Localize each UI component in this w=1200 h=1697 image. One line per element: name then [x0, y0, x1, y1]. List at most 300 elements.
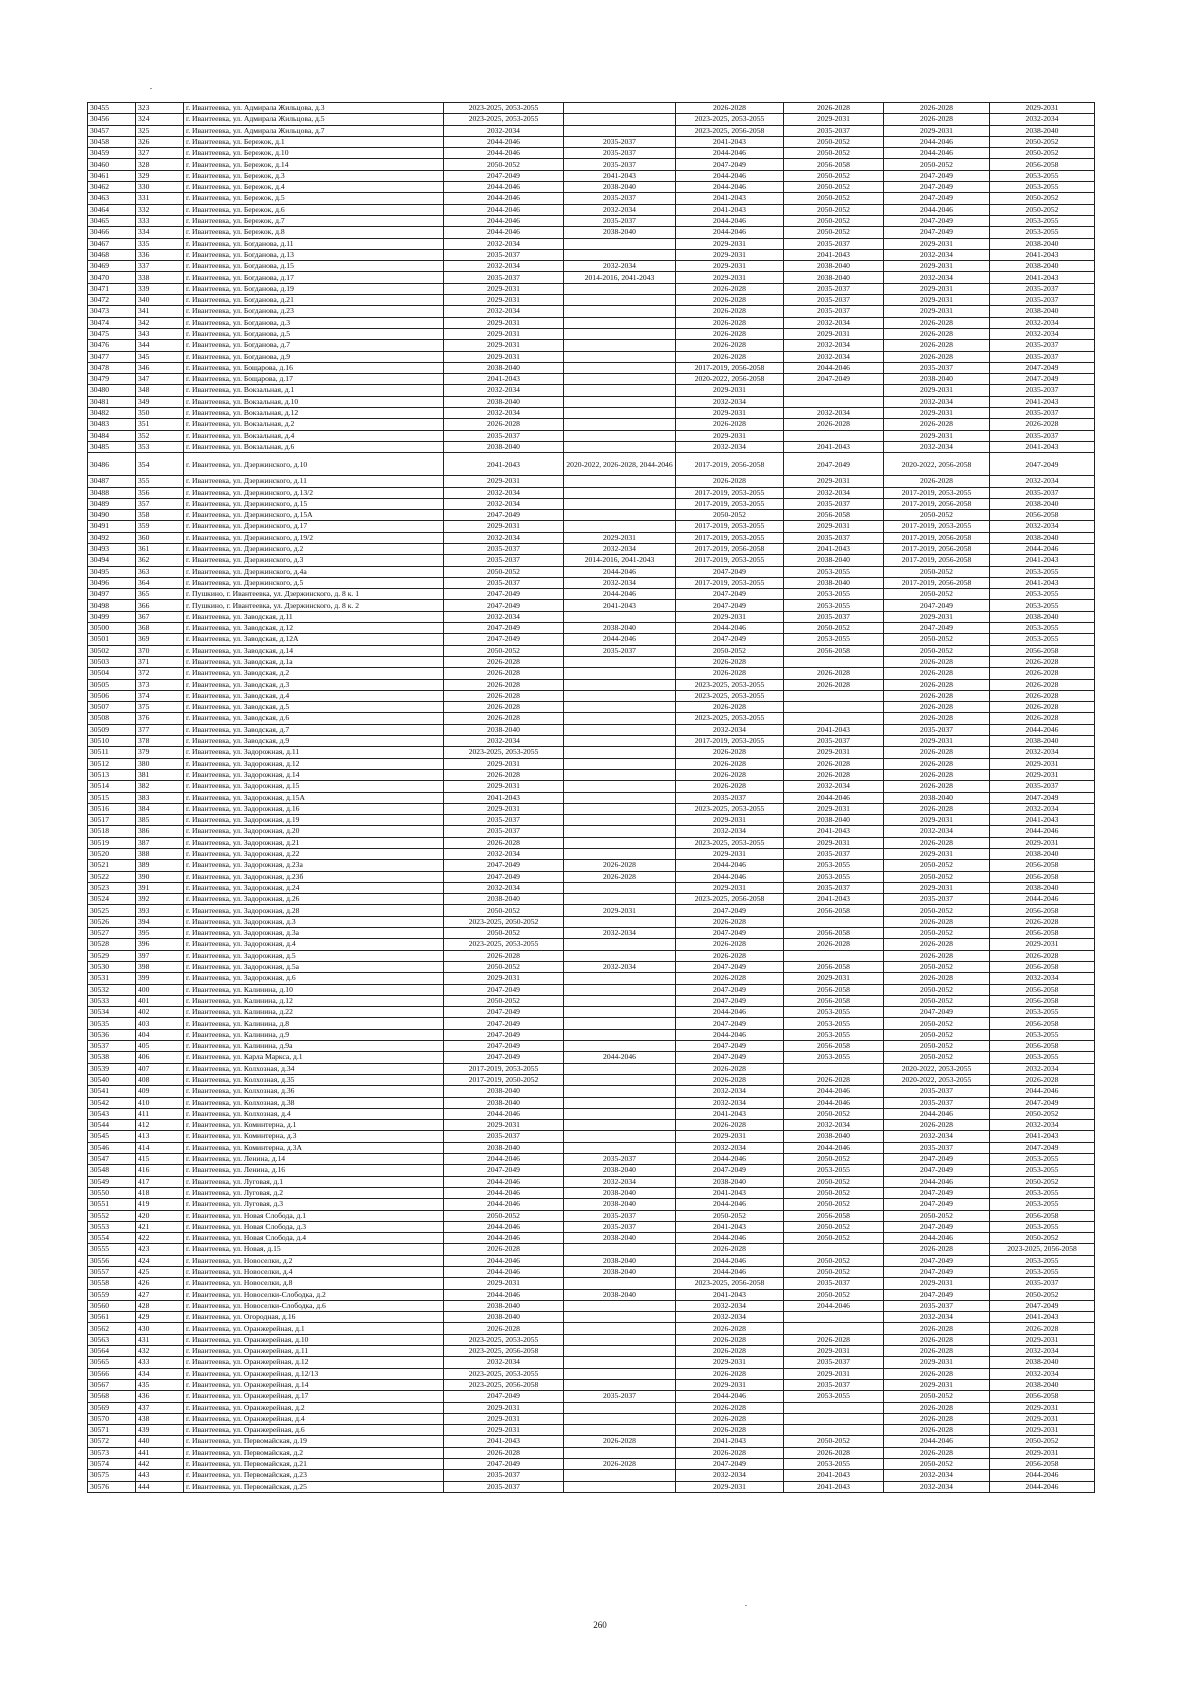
period-cell-2 [564, 125, 676, 136]
period-cell-5: 2026-2028 [884, 973, 990, 984]
address-cell: г. Ивантеевка, ул. Дзержинского, д.19/2 [184, 532, 444, 543]
period-cell-1: 2038-2040 [444, 396, 564, 407]
period-cell-3: 2029-2031 [676, 849, 784, 860]
period-cell-5: 2026-2028 [884, 781, 990, 792]
table-row [88, 758, 1095, 769]
period-cell-6: 2026-2028 [990, 656, 1095, 667]
period-cell-3: 2026-2028 [676, 769, 784, 780]
row-number-cell: 30550 [88, 1187, 136, 1198]
period-cell-3: 2026-2028 [676, 758, 784, 769]
address-cell: г. Ивантеевка, ул. Карла Маркса, д.1 [184, 1052, 444, 1063]
index-cell: 373 [136, 679, 184, 690]
period-cell-6: 2026-2028 [990, 668, 1095, 679]
row-number-cell: 30570 [88, 1413, 136, 1424]
row-number-cell: 30541 [88, 1086, 136, 1097]
period-cell-1: 2029-2031 [444, 521, 564, 532]
period-cell-3: 2029-2031 [676, 1481, 784, 1492]
period-cell-6: 2053-2055 [990, 1165, 1095, 1176]
period-cell-5: 2026-2028 [884, 1334, 990, 1345]
period-cell-2 [564, 702, 676, 713]
table-row [88, 1323, 1095, 1334]
period-cell-2: 2032-2034 [564, 204, 676, 215]
period-cell-1: 2017-2019, 2053-2055 [444, 1063, 564, 1074]
period-cell-3: 2029-2031 [676, 238, 784, 249]
period-cell-5: 2026-2028 [884, 103, 990, 114]
period-cell-1: 2029-2031 [444, 1413, 564, 1424]
period-cell-1: 2047-2049 [444, 1041, 564, 1052]
address-cell: г. Ивантеевка, ул. Оранжерейная, д.6 [184, 1425, 444, 1436]
address-cell: г. Ивантеевка, ул. Ленина, д.16 [184, 1165, 444, 1176]
period-cell-1: 2032-2034 [444, 736, 564, 747]
period-cell-3: 2050-2052 [676, 1210, 784, 1221]
period-cell-1: 2023-2025, 2050-2052 [444, 916, 564, 927]
period-cell-1: 2047-2049 [444, 1165, 564, 1176]
address-cell: г. Ивантеевка, ул. Богданова, д.19 [184, 283, 444, 294]
period-cell-2 [564, 328, 676, 339]
period-cell-1: 2050-2052 [444, 1210, 564, 1221]
period-cell-3: 2047-2049 [676, 600, 784, 611]
index-cell: 350 [136, 408, 184, 419]
row-number-cell: 30546 [88, 1142, 136, 1153]
table-row [88, 679, 1095, 690]
table-row [88, 419, 1095, 430]
period-cell-1: 2026-2028 [444, 769, 564, 780]
index-cell: 357 [136, 498, 184, 509]
period-cell-4: 2050-2052 [784, 1255, 884, 1266]
row-number-cell: 30509 [88, 724, 136, 735]
period-cell-5: 2047-2049 [884, 623, 990, 634]
period-cell-2 [564, 238, 676, 249]
address-cell: г. Ивантеевка, ул. Новоселки, д.2 [184, 1255, 444, 1266]
period-cell-3: 2044-2046 [676, 860, 784, 871]
period-cell-6: 2050-2052 [990, 1233, 1095, 1244]
period-cell-2: 2032-2034 [564, 961, 676, 972]
period-cell-5: 2050-2052 [884, 1459, 990, 1470]
period-cell-6: 2053-2055 [990, 1266, 1095, 1277]
row-number-cell: 30465 [88, 215, 136, 226]
index-cell: 339 [136, 283, 184, 294]
period-cell-5: 2047-2049 [884, 1289, 990, 1300]
address-cell: г. Ивантеевка, ул. Задорожная, д.20 [184, 826, 444, 837]
address-cell: г. Ивантеевка, ул. Калинина, д.8 [184, 1018, 444, 1029]
address-cell: г. Ивантеевка, ул. Задорожная, д.12 [184, 758, 444, 769]
period-cell-6: 2026-2028 [990, 713, 1095, 724]
address-cell: г. Ивантеевка, ул. Богданова, д.17 [184, 272, 444, 283]
table-row [88, 860, 1095, 871]
period-cell-6: 2053-2055 [990, 600, 1095, 611]
table-row [88, 984, 1095, 995]
address-cell: г. Ивантеевка, ул. Бережок, д.7 [184, 215, 444, 226]
period-cell-4: 2041-2043 [784, 1481, 884, 1492]
period-cell-5: 2026-2028 [884, 1447, 990, 1458]
table-row [88, 543, 1095, 554]
period-cell-4: 2056-2058 [784, 510, 884, 521]
table-row [88, 1289, 1095, 1300]
period-cell-1: 2044-2046 [444, 182, 564, 193]
period-cell-3: 2026-2028 [676, 702, 784, 713]
period-cell-1: 2026-2028 [444, 1447, 564, 1458]
period-cell-1: 2044-2046 [444, 193, 564, 204]
index-cell: 364 [136, 577, 184, 588]
index-cell: 371 [136, 656, 184, 667]
address-cell: г. Ивантеевка, ул. Новая, д.15 [184, 1244, 444, 1255]
period-cell-1: 2029-2031 [444, 295, 564, 306]
period-cell-2: 2044-2046 [564, 589, 676, 600]
index-cell: 437 [136, 1402, 184, 1413]
period-cell-6: 2053-2055 [990, 1255, 1095, 1266]
period-cell-5: 2032-2034 [884, 272, 990, 283]
period-cell-4: 2041-2043 [784, 543, 884, 554]
period-cell-2 [564, 939, 676, 950]
period-cell-1: 2023-2025, 2053-2055 [444, 103, 564, 114]
period-cell-1: 2023-2025, 2053-2055 [444, 1368, 564, 1379]
period-cell-5: 2047-2049 [884, 1199, 990, 1210]
period-cell-2 [564, 510, 676, 521]
index-cell: 442 [136, 1459, 184, 1470]
address-cell: г. Ивантеевка, ул. Дзержинского, д.3 [184, 555, 444, 566]
period-cell-2 [564, 1312, 676, 1323]
period-cell-4: 2053-2055 [784, 1165, 884, 1176]
period-cell-3: 2032-2034 [676, 1470, 784, 1481]
index-cell: 345 [136, 351, 184, 362]
period-cell-3: 2044-2046 [676, 623, 784, 634]
period-cell-6: 2026-2028 [990, 1323, 1095, 1334]
period-cell-6: 2026-2028 [990, 702, 1095, 713]
period-cell-2 [564, 803, 676, 814]
table-row [88, 1108, 1095, 1119]
index-cell: 369 [136, 634, 184, 645]
period-cell-5: 2032-2034 [884, 1312, 990, 1323]
index-cell: 444 [136, 1481, 184, 1492]
period-cell-5: 2029-2031 [884, 1379, 990, 1390]
table-row [88, 453, 1095, 476]
period-cell-3: 2026-2028 [676, 1074, 784, 1085]
index-cell: 377 [136, 724, 184, 735]
period-cell-5: 2047-2049 [884, 600, 990, 611]
period-cell-6: 2032-2034 [990, 803, 1095, 814]
row-number-cell: 30508 [88, 713, 136, 724]
index-cell: 403 [136, 1018, 184, 1029]
period-cell-4: 2056-2058 [784, 905, 884, 916]
index-cell: 432 [136, 1346, 184, 1357]
period-cell-5: 2026-2028 [884, 1425, 990, 1436]
period-cell-5: 2026-2028 [884, 758, 990, 769]
table-row [88, 905, 1095, 916]
table-row [88, 159, 1095, 170]
index-cell: 391 [136, 882, 184, 893]
index-cell: 384 [136, 803, 184, 814]
period-cell-2 [564, 984, 676, 995]
index-cell: 388 [136, 849, 184, 860]
period-cell-3: 2026-2028 [676, 747, 784, 758]
period-cell-6: 2032-2034 [990, 1120, 1095, 1131]
period-cell-3: 2044-2046 [676, 1029, 784, 1040]
row-number-cell: 30524 [88, 894, 136, 905]
index-cell: 332 [136, 204, 184, 215]
table-row [88, 577, 1095, 588]
period-cell-3: 2026-2028 [676, 295, 784, 306]
table-row [88, 995, 1095, 1006]
period-cell-5: 2047-2049 [884, 1221, 990, 1232]
index-cell: 365 [136, 589, 184, 600]
period-cell-4: 2035-2037 [784, 849, 884, 860]
period-cell-5: 2029-2031 [884, 261, 990, 272]
period-cell-1: 2050-2052 [444, 995, 564, 1006]
row-number-cell: 30557 [88, 1266, 136, 1277]
period-cell-6: 2056-2058 [990, 1391, 1095, 1402]
table-row [88, 1018, 1095, 1029]
period-cell-1: 2047-2049 [444, 1007, 564, 1018]
row-number-cell: 30485 [88, 441, 136, 452]
table-row [88, 1436, 1095, 1447]
period-cell-6: 2026-2028 [990, 1074, 1095, 1085]
period-cell-2 [564, 837, 676, 848]
period-cell-4: 2026-2028 [784, 103, 884, 114]
address-cell: г. Ивантеевка, ул. Заводская, д.12А [184, 634, 444, 645]
period-cell-5: 2050-2052 [884, 634, 990, 645]
period-cell-1: 2026-2028 [444, 837, 564, 848]
period-cell-4: 2041-2043 [784, 249, 884, 260]
period-cell-4: 2041-2043 [784, 724, 884, 735]
table-row [88, 1334, 1095, 1345]
table-row [88, 1199, 1095, 1210]
period-cell-5: 2026-2028 [884, 1402, 990, 1413]
period-cell-4: 2050-2052 [784, 1221, 884, 1232]
period-cell-2 [564, 1131, 676, 1142]
period-cell-5: 2044-2046 [884, 136, 990, 147]
table-row [88, 476, 1095, 487]
row-number-cell: 30575 [88, 1470, 136, 1481]
period-cell-2: 2029-2031 [564, 532, 676, 543]
table-row [88, 1346, 1095, 1357]
period-cell-2 [564, 826, 676, 837]
period-cell-6: 2041-2043 [990, 272, 1095, 283]
period-cell-6: 2053-2055 [990, 1007, 1095, 1018]
period-cell-5: 2047-2049 [884, 227, 990, 238]
period-cell-2 [564, 724, 676, 735]
period-cell-3: 2029-2031 [676, 815, 784, 826]
period-cell-4: 2038-2040 [784, 815, 884, 826]
table-row [88, 1413, 1095, 1424]
table-row [88, 430, 1095, 441]
address-cell: г. Ивантеевка, ул. Заводская, д.12 [184, 623, 444, 634]
period-cell-6: 2047-2049 [990, 1097, 1095, 1108]
period-cell-2 [564, 758, 676, 769]
table-row [88, 656, 1095, 667]
period-cell-6: 2029-2031 [990, 939, 1095, 950]
row-number-cell: 30555 [88, 1244, 136, 1255]
period-cell-5: 2035-2037 [884, 362, 990, 373]
period-cell-1: 2035-2037 [444, 1481, 564, 1492]
table-row [88, 238, 1095, 249]
address-cell: г. Ивантеевка, ул. Задорожная, д.11 [184, 747, 444, 758]
period-cell-3: 2044-2046 [676, 148, 784, 159]
period-cell-6: 2056-2058 [990, 1459, 1095, 1470]
period-cell-3: 2047-2049 [676, 984, 784, 995]
period-cell-3: 2044-2046 [676, 1199, 784, 1210]
period-cell-3: 2026-2028 [676, 656, 784, 667]
period-cell-5: 2035-2037 [884, 1300, 990, 1311]
index-cell: 344 [136, 340, 184, 351]
period-cell-2 [564, 1074, 676, 1085]
row-number-cell: 30473 [88, 306, 136, 317]
index-cell: 425 [136, 1266, 184, 1277]
address-cell: г. Ивантеевка, ул. Вокзальная, д.2 [184, 419, 444, 430]
period-cell-5: 2032-2034 [884, 826, 990, 837]
address-cell: г. Ивантеевка, ул. Дзержинского, д.2 [184, 543, 444, 554]
table-row [88, 351, 1095, 362]
period-cell-4: 2044-2046 [784, 792, 884, 803]
period-cell-1: 2035-2037 [444, 1131, 564, 1142]
period-cell-3: 2047-2049 [676, 1459, 784, 1470]
period-cell-3: 2047-2049 [676, 159, 784, 170]
address-cell: г. Ивантеевка, ул. Заводская, д.14 [184, 645, 444, 656]
period-cell-6: 2032-2034 [990, 747, 1095, 758]
period-cell-3: 2041-2043 [676, 1436, 784, 1447]
period-cell-3: 2029-2031 [676, 408, 784, 419]
index-cell: 423 [136, 1244, 184, 1255]
row-number-cell: 30519 [88, 837, 136, 848]
index-cell: 353 [136, 441, 184, 452]
period-cell-3: 2041-2043 [676, 136, 784, 147]
period-cell-6: 2035-2037 [990, 340, 1095, 351]
period-cell-4: 2050-2052 [784, 182, 884, 193]
period-cell-4: 2026-2028 [784, 419, 884, 430]
period-cell-3: 2050-2052 [676, 645, 784, 656]
period-cell-5: 2047-2049 [884, 1255, 990, 1266]
row-number-cell: 30484 [88, 430, 136, 441]
row-number-cell: 30565 [88, 1357, 136, 1368]
period-cell-4: 2053-2055 [784, 1018, 884, 1029]
period-cell-2 [564, 283, 676, 294]
address-cell: г. Ивантеевка, ул. Дзержинского, д.17 [184, 521, 444, 532]
index-cell: 429 [136, 1312, 184, 1323]
period-cell-2 [564, 317, 676, 328]
period-cell-5: 2026-2028 [884, 419, 990, 430]
period-cell-6: 2041-2043 [990, 815, 1095, 826]
row-number-cell: 30460 [88, 159, 136, 170]
period-cell-4: 2032-2034 [784, 317, 884, 328]
row-number-cell: 30526 [88, 916, 136, 927]
period-cell-3: 2044-2046 [676, 182, 784, 193]
period-cell-4: 2029-2031 [784, 1346, 884, 1357]
period-cell-1: 2029-2031 [444, 758, 564, 769]
period-cell-1: 2047-2049 [444, 871, 564, 882]
address-cell: г. Ивантеевка, ул. Новая Слобода, д.3 [184, 1221, 444, 1232]
schedule-table [87, 102, 1095, 1493]
period-cell-6: 2050-2052 [990, 1436, 1095, 1447]
table-row [88, 510, 1095, 521]
period-cell-2 [564, 690, 676, 701]
period-cell-5: 2050-2052 [884, 1391, 990, 1402]
row-number-cell: 30566 [88, 1368, 136, 1379]
table-row [88, 928, 1095, 939]
period-cell-5: 2032-2034 [884, 1131, 990, 1142]
period-cell-4: 2050-2052 [784, 1289, 884, 1300]
row-number-cell: 30516 [88, 803, 136, 814]
row-number-cell: 30551 [88, 1199, 136, 1210]
period-cell-6: 2044-2046 [990, 894, 1095, 905]
period-cell-1: 2047-2049 [444, 623, 564, 634]
period-cell-5: 2050-2052 [884, 995, 990, 1006]
row-number-cell: 30540 [88, 1074, 136, 1085]
row-number-cell: 30523 [88, 882, 136, 893]
period-cell-4: 2044-2046 [784, 1097, 884, 1108]
address-cell: г. Ивантеевка, ул. Дзержинского, д.15А [184, 510, 444, 521]
period-cell-2 [564, 1278, 676, 1289]
period-cell-2 [564, 476, 676, 487]
period-cell-4: 2053-2055 [784, 1052, 884, 1063]
period-cell-6: 2056-2058 [990, 1018, 1095, 1029]
period-cell-1: 2032-2034 [444, 1357, 564, 1368]
index-cell: 349 [136, 396, 184, 407]
period-cell-1: 2029-2031 [444, 1120, 564, 1131]
row-number-cell: 30506 [88, 690, 136, 701]
table-row [88, 1481, 1095, 1492]
period-cell-4 [784, 916, 884, 927]
table-body [88, 103, 1095, 1493]
row-number-cell: 30527 [88, 928, 136, 939]
index-cell: 347 [136, 374, 184, 385]
period-cell-1: 2032-2034 [444, 532, 564, 543]
address-cell: г. Ивантеевка, ул. Оранжерейная, д.10 [184, 1334, 444, 1345]
period-cell-4: 2050-2052 [784, 136, 884, 147]
period-cell-4: 2053-2055 [784, 1029, 884, 1040]
period-cell-6: 2038-2040 [990, 849, 1095, 860]
period-cell-3: 2032-2034 [676, 1312, 784, 1323]
row-number-cell: 30501 [88, 634, 136, 645]
period-cell-6: 2035-2037 [990, 283, 1095, 294]
period-cell-5: 2050-2052 [884, 928, 990, 939]
period-cell-1: 2050-2052 [444, 961, 564, 972]
period-cell-1: 2032-2034 [444, 487, 564, 498]
period-cell-2: 2035-2037 [564, 1210, 676, 1221]
address-cell: г. Ивантеевка, ул. Оранжерейная, д.17 [184, 1391, 444, 1402]
period-cell-1: 2029-2031 [444, 328, 564, 339]
period-cell-4: 2053-2055 [784, 589, 884, 600]
period-cell-6: 2053-2055 [990, 227, 1095, 238]
period-cell-5: 2017-2019, 2056-2058 [884, 543, 990, 554]
period-cell-4 [784, 950, 884, 961]
index-cell: 380 [136, 758, 184, 769]
period-cell-6: 2050-2052 [990, 1108, 1095, 1119]
period-cell-1: 2044-2046 [444, 1233, 564, 1244]
index-cell: 410 [136, 1097, 184, 1108]
period-cell-2 [564, 668, 676, 679]
period-cell-2 [564, 1447, 676, 1458]
period-cell-4: 2041-2043 [784, 894, 884, 905]
period-cell-4: 2026-2028 [784, 679, 884, 690]
period-cell-5: 2032-2034 [884, 1481, 990, 1492]
period-cell-6: 2056-2058 [990, 905, 1095, 916]
address-cell: г. Ивантеевка, ул. Колхозная, д.36 [184, 1086, 444, 1097]
row-number-cell: 30563 [88, 1334, 136, 1345]
period-cell-5: 2044-2046 [884, 1176, 990, 1187]
period-cell-2: 2044-2046 [564, 566, 676, 577]
period-cell-4: 2053-2055 [784, 600, 884, 611]
table-row [88, 589, 1095, 600]
period-cell-1: 2047-2049 [444, 1459, 564, 1470]
period-cell-1: 2029-2031 [444, 317, 564, 328]
period-cell-6: 2041-2043 [990, 441, 1095, 452]
period-cell-5: 2026-2028 [884, 803, 990, 814]
address-cell: г. Ивантеевка, ул. Заводская, д.9 [184, 736, 444, 747]
period-cell-4: 2050-2052 [784, 1436, 884, 1447]
period-cell-1: 2029-2031 [444, 351, 564, 362]
row-number-cell: 30502 [88, 645, 136, 656]
period-cell-3: 2041-2043 [676, 193, 784, 204]
period-cell-2 [564, 1086, 676, 1097]
